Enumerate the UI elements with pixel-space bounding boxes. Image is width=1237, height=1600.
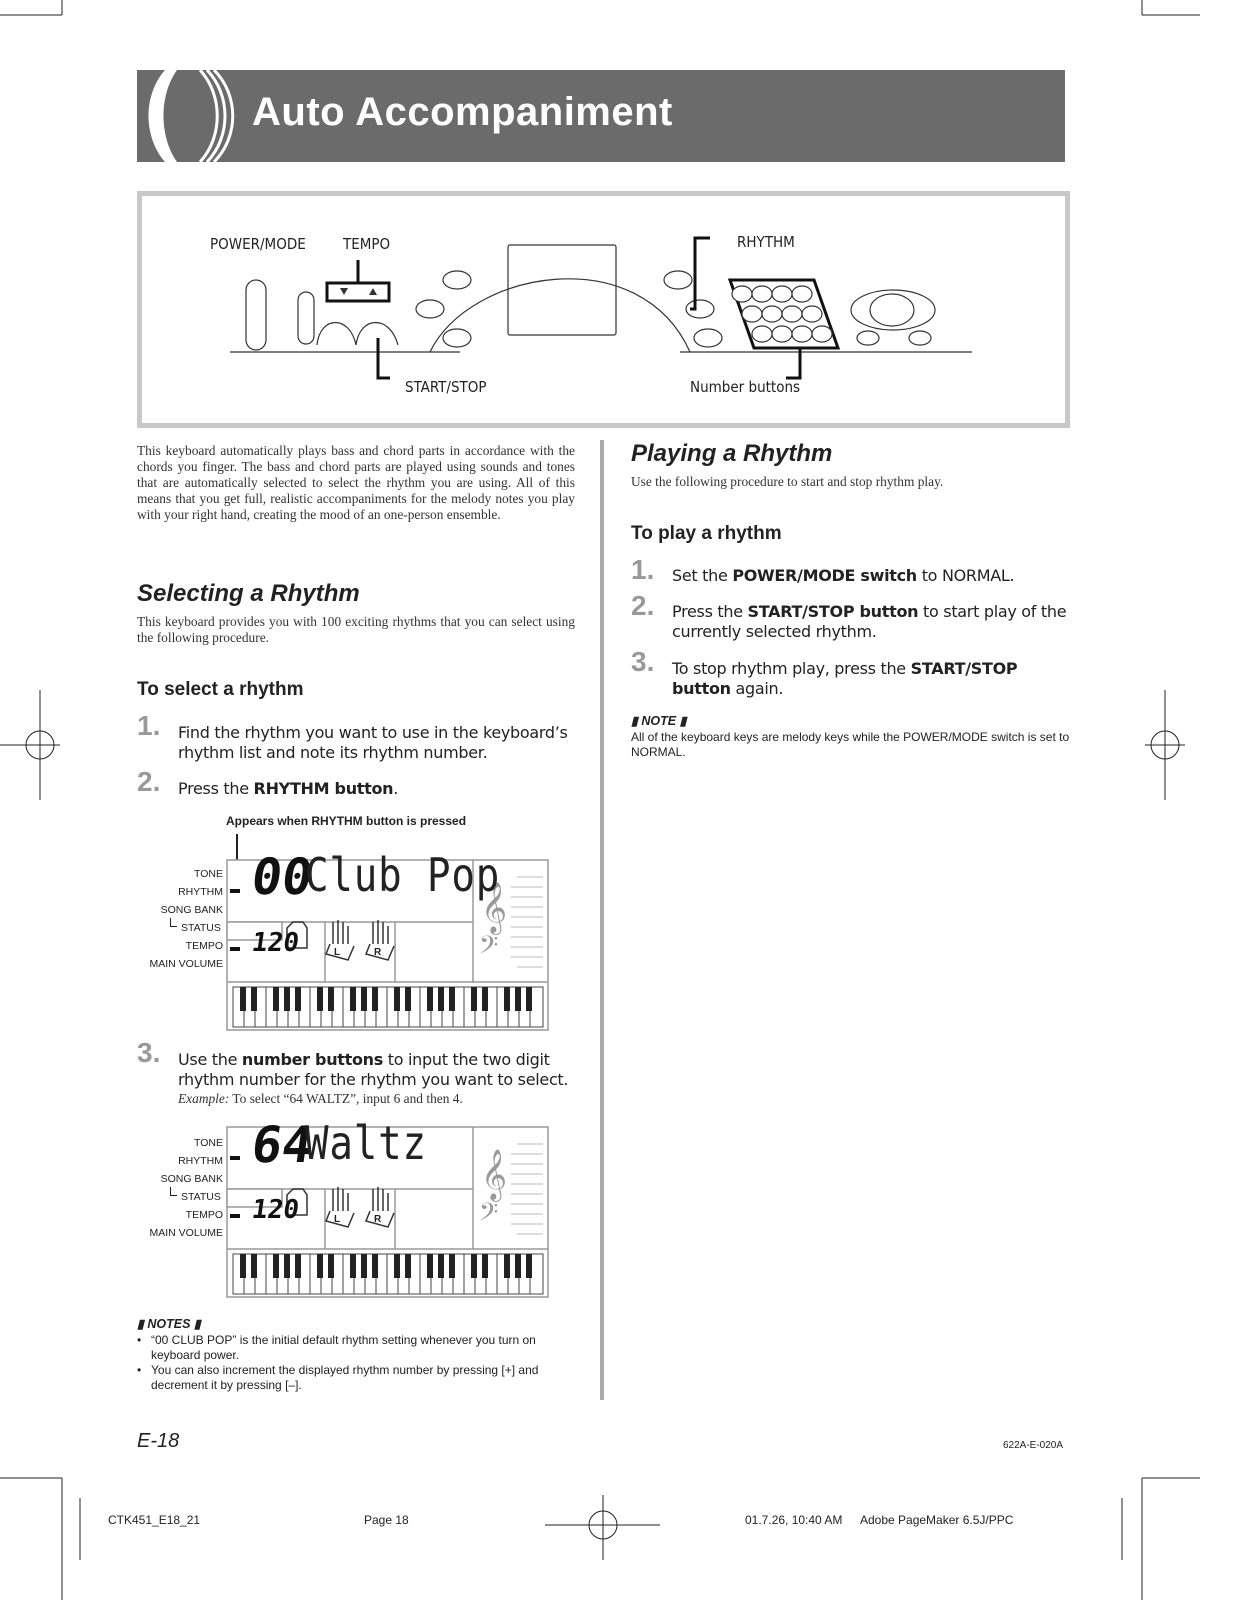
step-text: Find the rhythm you want to use in the keyboard’s rhythm list and note its rhythm number. (178, 723, 568, 762)
step-number: 1. (631, 554, 655, 585)
lcd2-label-tempo: TEMPO (185, 1209, 223, 1221)
lcd1-label-tempo: TEMPO (185, 940, 223, 952)
lcd1-hand-l: L (334, 947, 341, 958)
lcd2-label-main-volume: MAIN VOLUME (149, 1227, 223, 1239)
footer-date: 01.7.26, 10:40 AM (745, 1513, 843, 1527)
step-number: 1. (137, 710, 161, 741)
step-text: Press the RHYTHM button. (178, 779, 399, 798)
lcd1-hand-r: R (374, 947, 382, 958)
svg-text:𝄞: 𝄞 (481, 1149, 508, 1200)
footer-file: CTK451_E18_21 (108, 1513, 201, 1527)
lcd1-tempo: 120 (249, 928, 302, 958)
select-subtitle: To select a rhythm (137, 679, 304, 700)
playing-title: Playing a Rhythm (631, 440, 833, 467)
list-item: • “00 CLUB POP” is the initial default rhythm setting whenever you turn on keyboard power. (137, 1333, 536, 1362)
number-buttons-label: Number buttons (690, 378, 801, 396)
footer-app: Adobe PageMaker 6.5J/PPC (860, 1513, 1014, 1527)
lcd1-label-tone: TONE (194, 868, 223, 880)
page-number: E-18 (137, 1430, 180, 1452)
power-mode-label: POWER/MODE (210, 235, 306, 253)
lcd2-status-bracket (170, 1187, 177, 1196)
lcd1-label-rhythm: RHYTHM (178, 886, 223, 898)
svg-text:𝄞: 𝄞 (481, 882, 508, 933)
lcd2-tempo: 120 (249, 1195, 302, 1225)
note-text: All of the keyboard keys are melody keys while the POWER/MODE switch is set to NORMAL. (631, 730, 1070, 759)
keyboard-panel-drawing (220, 230, 980, 410)
lcd1-status-bracket (170, 918, 177, 927)
lcd1-label-main-volume: MAIN VOLUME (149, 958, 223, 970)
lcd1-name: Club Pop (305, 848, 501, 902)
appears-caption: Appears when RHYTHM button is pressed (226, 814, 467, 828)
lcd1-number: 00 (247, 848, 317, 906)
selecting-title: Selecting a Rhythm (137, 580, 360, 607)
example-line: Example: To select “64 WALTZ”, input 6 and then 4. (178, 1091, 463, 1106)
selecting-desc: This keyboard provides you with 100 exciting rhythms that you can select using the following procedure. (137, 614, 575, 645)
svg-text:𝄢: 𝄢 (479, 931, 499, 966)
lcd2-number: 64 (247, 1116, 317, 1174)
notes-heading: ▮ NOTES ▮ (137, 1317, 201, 1331)
step-text: Use the number buttons to input the two digit rhythm number for the rhythm you want to select. (178, 1050, 569, 1089)
step-number: 2. (137, 766, 161, 797)
banner-bracket-icon (145, 70, 235, 162)
lcd2-label-song-bank: SONG BANK (160, 1173, 223, 1185)
lcd1-label-status: STATUS (181, 922, 221, 934)
step-text: To stop rhythm play, press the START/STOP button again. (672, 659, 1018, 698)
step-number: 3. (631, 646, 655, 677)
play-subtitle: To play a rhythm (631, 523, 782, 544)
step-number: 3. (137, 1037, 161, 1068)
playing-desc: Use the following procedure to start and stop rhythm play. (631, 474, 944, 489)
notes-list (137, 1333, 577, 1393)
intro-paragraph: This keyboard automatically plays bass and chord parts in accordance with the chords you finger. The bass and chord parts are played using sounds and tones that are automatically selected to select the rhythm you are using. All of this means that you get full, realistic accompaniments for the melody notes you play with your right hand, creating the mood of an one-person ensemble. (137, 443, 575, 522)
lcd2-label-status: STATUS (181, 1191, 221, 1203)
lcd2-name: Waltz (305, 1116, 427, 1170)
lcd2-hand-l: L (334, 1214, 341, 1225)
lcd2-label-rhythm: RHYTHM (178, 1155, 223, 1167)
footer-page: Page 18 (364, 1513, 409, 1527)
step-text: Set the POWER/MODE switch to NORMAL. (672, 566, 1015, 585)
list-item: • You can also increment the displayed rhythm number by pressing [+] and decrement it by pressing [–]. (137, 1363, 539, 1392)
lcd2-label-tone: TONE (194, 1137, 223, 1149)
lcd1-label-song-bank: SONG BANK (160, 904, 223, 916)
rhythm-label: RHYTHM (737, 233, 795, 251)
column-divider (600, 440, 604, 1400)
svg-text:𝄢: 𝄢 (479, 1198, 499, 1233)
document-code: 622A-E-020A (1003, 1440, 1064, 1451)
lcd2-hand-r: R (374, 1214, 382, 1225)
step-text: Press the START/STOP button to start play of the currently selected rhythm. (672, 602, 1067, 641)
page-title: Auto Accompaniment (252, 90, 673, 134)
step-number: 2. (631, 590, 655, 621)
note-heading: ▮ NOTE ▮ (631, 714, 687, 728)
tempo-label: TEMPO (343, 235, 391, 253)
start-stop-label: START/STOP (405, 378, 487, 396)
